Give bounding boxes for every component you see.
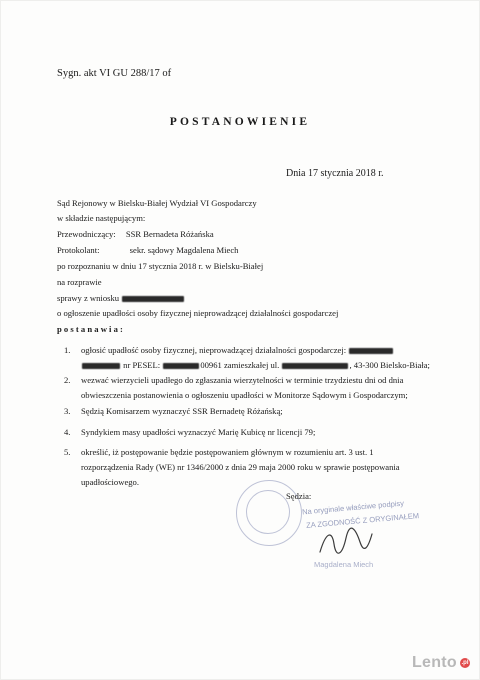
item-number: 5. <box>64 447 71 457</box>
item-4-line-1: Syndykiem masy upadłości wyznaczyć Marię Kubicę nr licencji 79; <box>81 427 316 437</box>
court-seal-stamp <box>236 480 302 546</box>
document-title: POSTANOWIENIE <box>169 116 311 128</box>
chair-name: SSR Bernadeta Różańska <box>125 229 214 239</box>
pesel-suffix-and-address-label: 00961 zamieszkałej ul. <box>200 360 280 370</box>
clerk-name: sekr. sądowy Magdalena Miech <box>129 245 239 255</box>
item-number: 4. <box>64 427 71 437</box>
redacted-applicant-name <box>122 296 184 302</box>
handwritten-signature <box>316 526 376 558</box>
address-city: , 43-300 Bielsko-Biała; <box>349 360 430 370</box>
watermark-brand: Lento <box>411 654 457 671</box>
item-2-line-2: obwieszczenia postanowienia o ogłoszeniu upadłości w Monitorze Sądowym i Gospodarczym; <box>81 390 408 400</box>
session-text: na rozprawie <box>57 277 102 287</box>
redacted-pesel <box>163 363 199 369</box>
chair-row <box>57 230 214 239</box>
redacted-debtor-name-2 <box>82 363 120 369</box>
watermark-suffix: .pl <box>461 660 469 666</box>
clerk-row <box>57 246 238 255</box>
item-1-line-1 <box>81 345 394 355</box>
document-date: Dnia 17 stycznia 2018 r. <box>286 168 384 179</box>
item-1-line-2 <box>81 360 430 370</box>
item-5-line-2: rozporządzenia Rady (WE) nr 1346/2000 z dnia 29 maja 2000 roku w sprawie postępowania <box>81 462 400 472</box>
chair-label: Przewodniczący: <box>57 229 116 239</box>
redacted-debtor-name <box>349 348 393 354</box>
item-2-line-1: wezwać wierzycieli upadłego do zgłaszania wierzytelności w terminie trzydziestu dni od dnia <box>81 375 404 385</box>
composition-label: w składzie następującym: <box>57 213 146 223</box>
item-number: 1. <box>64 345 71 355</box>
item-5-line-1: określić, iż postępowanie będzie postępowaniem głównym w rozumieniu art. 3 ust. 1 <box>81 447 374 457</box>
stamp-line-certified: ZA ZGODNOŚĆ Z ORYGINAŁEM <box>305 511 420 530</box>
case-reference: Sygn. akt VI GU 288/17 of <box>57 68 172 79</box>
item-5-line-3: upadłościowego. <box>81 477 139 487</box>
case-subject: o ogłoszenie upadłości osoby fizycznej nieprowadzącej działalności gospodarczej <box>57 308 339 318</box>
item-number: 3. <box>64 406 71 416</box>
item-3-line-1: Sędzią Komisarzem wyznaczyć SSR Bernadetę Różańską; <box>81 406 283 416</box>
case-applicant-row <box>57 294 185 303</box>
stamp-name: Magdalena Miech <box>314 560 374 569</box>
stamp-line-original: Na oryginale właściwe podpisy <box>301 498 405 517</box>
item-number: 2. <box>64 375 71 385</box>
redacted-street <box>282 363 348 369</box>
court-name: Sąd Rejonowy w Bielsku-Białej Wydział VI Gospodarczy <box>57 198 257 208</box>
clerk-label: Protokolant: <box>57 245 100 255</box>
pesel-label: nr PESEL: <box>123 360 161 370</box>
item-1-text: ogłosić upadłość osoby fizycznej, nieprowadzącej działalności gospodarczej: <box>81 345 347 355</box>
decides-heading: p o s t a n a w i a : <box>57 324 123 334</box>
lento-watermark <box>412 654 470 672</box>
hearing-text: po rozpoznaniu w dniu 17 stycznia 2018 r. w Bielsku-Białej <box>57 261 264 271</box>
case-prefix: sprawy z wniosku <box>57 293 120 303</box>
judge-label: Sędzia: <box>286 491 312 501</box>
